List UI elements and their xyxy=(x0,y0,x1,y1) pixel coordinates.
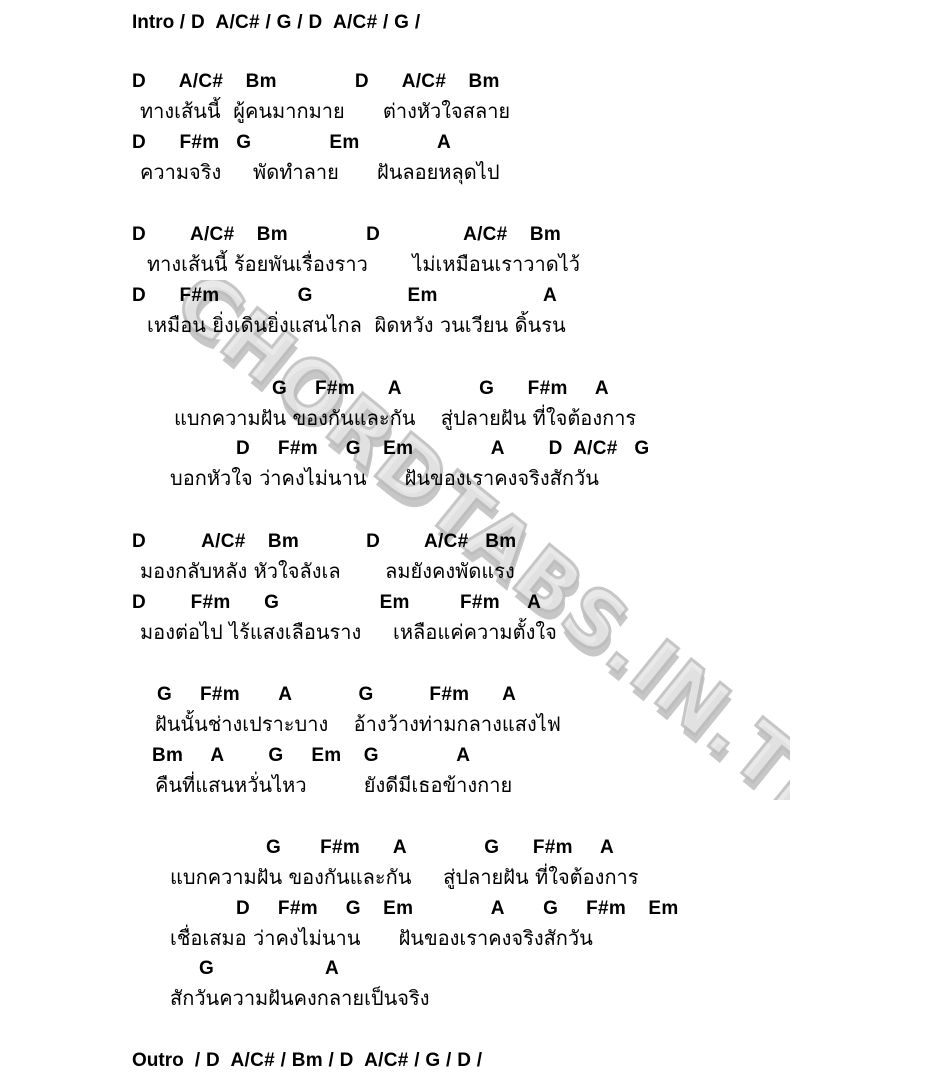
verse2-lyric-2: เหมือน ยิ่งเดินยิ่งแสนไกล ผิดหวัง วนเวียน ดิ้นรน xyxy=(147,313,566,337)
intro-line xyxy=(132,13,420,32)
verse2-lyric-1: ทางเส้นนี้ ร้อยพันเรื่องราว ไม่เหมือนเราวาดไว้ xyxy=(147,252,580,276)
verse1-chords-1: D A/C# Bm D A/C# Bm xyxy=(132,71,500,92)
outro-label: Outro xyxy=(132,1050,184,1071)
outro-line xyxy=(132,1051,482,1070)
verse2-chords-1: D A/C# Bm D A/C# Bm xyxy=(132,224,562,245)
verse2-chords-2: D F#m G Em A xyxy=(132,285,557,306)
chorus1-chords-1: G F#m A G F#m A xyxy=(272,378,609,399)
chorus1-chords-2: D F#m G Em A D A/C# G xyxy=(236,438,650,459)
bridge-chords-2: Bm A G Em G A xyxy=(152,745,471,766)
verse3-chords-1: D A/C# Bm D A/C# Bm xyxy=(132,531,517,552)
bridge-chords-1: G F#m A G F#m A xyxy=(157,684,517,705)
verse3-lyric-2: มองต่อไป ไร้แสงเลือนราง เหลือแค่ความตั้งใจ xyxy=(140,620,557,644)
intro-chords: / D A/C# / G / D A/C# / G / xyxy=(174,12,421,33)
chorus2-chords-1: G F#m A G F#m A xyxy=(266,837,615,858)
verse1-lyric-2: ความจริง พัดทำลาย ฝันลอยหลุดไป xyxy=(140,160,500,184)
chorus2-lyric-1: แบกความฝัน ของกันและกัน สู่ปลายฝัน ที่ใจต้องการ xyxy=(170,865,639,889)
verse3-chords-2: D F#m G Em F#m A xyxy=(132,592,542,613)
chorus2-chords-2: D F#m G Em A G F#m Em xyxy=(236,898,679,919)
outro-chords: / D A/C# / Bm / D A/C# / G / D / xyxy=(183,1050,483,1071)
chorus1-lyric-2: บอกหัวใจ ว่าคงไม่นาน ฝันของเราคงจริงสักวัน xyxy=(170,466,599,490)
bridge-lyric-2: คืนที่แสนหวั่นไหว ยังดีมีเธอข้างกาย xyxy=(155,773,513,797)
chorus2-lyric-2: เชื่อเสมอ ว่าคงไม่นาน ฝันของเราคงจริงสักวัน xyxy=(170,926,593,950)
chorus2-chords-3: G A xyxy=(199,958,339,979)
chorus2-lyric-3: สักวันความฝันคงกลายเป็นจริง xyxy=(170,986,430,1010)
intro-label: Intro xyxy=(132,12,175,33)
watermark-text: CHORDTABS.IN.TH xyxy=(158,280,790,800)
verse3-lyric-1: มองกลับหลัง หัวใจลังเล ลมยังคงพัดแรง xyxy=(140,559,515,583)
bridge-lyric-1: ฝันนั้นช่างเปราะบาง อ้างว้างท่ามกลางแสงไฟ xyxy=(155,712,561,736)
verse1-lyric-1: ทางเส้นนี้ ผู้คนมากมาย ต่างหัวใจสลาย xyxy=(140,99,511,123)
chorus1-lyric-1: แบกความฝัน ของกันและกัน สู่ปลายฝัน ที่ใจต้องการ xyxy=(174,406,637,430)
watermark-shadow: CHORDTABS.IN.TH xyxy=(158,280,790,800)
verse1-chords-2: D F#m G Em A xyxy=(132,132,451,153)
